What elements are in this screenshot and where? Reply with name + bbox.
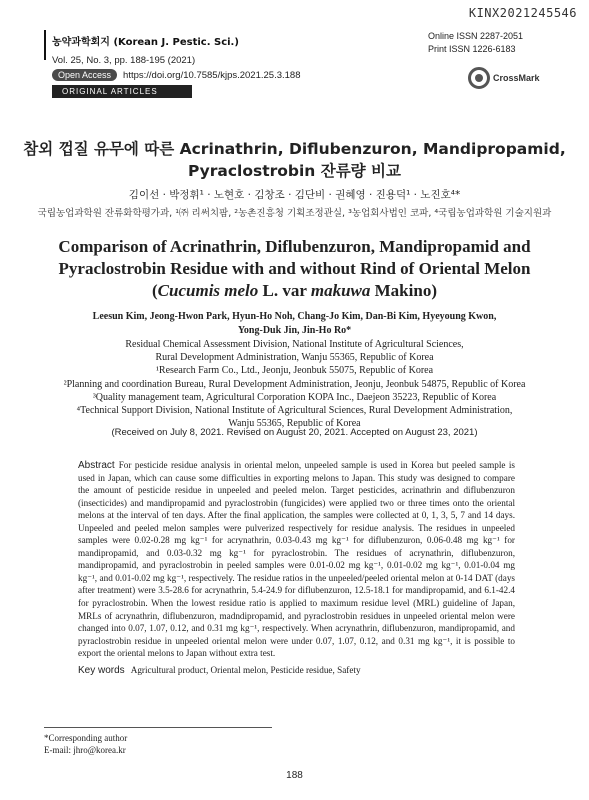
species-name: Cucumis melo xyxy=(157,281,259,300)
korean-affiliation: 국립농업과학원 잔류화학평가과, ¹㈜ 리써치팜, ²농촌진흥청 기획조정관실, ³농업회사법인 코파, ⁴국립농업과학원 기술지원과 xyxy=(37,208,552,219)
corresponding-author: *Corresponding author xyxy=(44,733,128,743)
keywords-label: Key words xyxy=(78,665,125,676)
issn-print: Print ISSN 1226-6183 xyxy=(428,44,516,54)
english-title-line2: Pyraclostrobin Residue with and without Rind of Oriental Melon xyxy=(58,259,531,278)
volume-line: Vol. 25, No. 3, pp. 188-195 (2021) xyxy=(52,55,196,66)
crossmark-icon xyxy=(468,67,490,89)
crossmark-label: CrossMark xyxy=(493,73,540,83)
document-id: KINX2021245546 xyxy=(468,6,577,20)
keywords xyxy=(78,665,515,676)
footnote xyxy=(44,732,127,756)
korean-title-line2: Pyraclostrobin 잔류량 비교 xyxy=(187,162,402,180)
affiliation-line: Wanju 55365, Republic of Korea xyxy=(228,418,361,430)
abstract-text: For pesticide residue analysis in oriental melon, unpeeled sample is used in Korea but peeled sample is used in Japan, which can cause some difficulties in exporting melons to Japan. This study was designed to compare the amount of pesticide residue in unpeeled and peeled melon. Target pesticides, acrinathrin and diflubenzuron (insecticides) and mandipropamid and pyraclostrobin (fungicides) were applied two or three times onto the oriental melons at the interval of ten days. After the final application, the samples were collected at 0, 1, 3, 5, 7 and 14 days. Unpeeled and peeled melon samples were pulverized respectively for residue analysis. The residues in unpeeled samples were 0.02-0.28 mg kg⁻¹ for acrynathrin, 0.03-0.43 mg kg⁻¹ for diflubenzuron, 0.06-0.48 mg kg⁻¹ for mandipropamid, and 0.03-0.32 mg kg⁻¹ for pyraclostrobin. The residues of acrynathrin, diflubenzuron, mandipropamid, and pyraclostrobin in peeled samples were 0.01-0.02 mg kg⁻¹, 0.01-0.02 mg kg⁻¹, 0.01-0.04 mg kg⁻¹, and 0.01-0.02 mg kg⁻¹, respectively. The residue ratios in the unpeeled/peeled oriental melon at 0-14 DAT (days after treatment) were 3.5-28.6 for acrynathrin, 5.4-24.9 for diflubenzuron, 12.5-18.1 for mandipropamid, and 6.1-42.4 for pyraclostrobin. When the lowest residue ratio is applied to maximum residue level (MRL) guideline of Japan, MRLs of acrynathrin, diflubenzuron, madndipropamid, and pyraclostrobin residues in unpeeled oriental melon were changed into 0.07, 1.07, 0.12, and 0.31 mg kg⁻¹, respectively. When acrynathrin, diflubenzuron, mandipropamid, and pyraclostrobin residue in unpeeled oriental melon were under 0.07, 1.07, 0.12, and 0.31 mg kg⁻¹, it is possible to export the oriental melons to Japan without extra test. xyxy=(78,460,515,659)
affiliation-line: Residual Chemical Assessment Division, National Institute of Agricultural Sciences, xyxy=(125,339,464,350)
korean-authors: 김이선 · 박정휘¹ · 노현호 · 김창조 · 김단비 · 권혜영 · 진용덕¹ · 노진호⁴* xyxy=(128,189,461,201)
abstract-label: Abstract xyxy=(78,460,115,471)
doi-row xyxy=(52,69,301,81)
english-authors-line1: Leesun Kim, Jeong-Hwon Park, Hyun-Ho Noh, Chang-Jo Kim, Dan-Bi Kim, Hyeyoung Kwon, xyxy=(92,311,497,322)
crossmark-badge[interactable] xyxy=(468,67,540,89)
footnote-rule xyxy=(44,727,272,728)
english-title-line3 xyxy=(20,280,569,302)
issn-block xyxy=(428,30,523,56)
doi-link[interactable]: https://doi.org/10.7585/kjps.2021.25.3.188 xyxy=(123,69,301,81)
affiliation-line: Rural Development Administration, Wanju 55365, Republic of Korea xyxy=(155,352,434,364)
abstract xyxy=(78,459,515,660)
affiliation-line: ¹Research Farm Co., Ltd., Jeonju, Jeonbuk 55075, Republic of Korea xyxy=(155,365,434,377)
affiliation-line: ²Planning and coordination Bureau, Rural Development Administration, Jeonju, Jeonbuk 54875, Republic of Korea xyxy=(63,378,526,390)
header-rule xyxy=(44,30,46,60)
korean-title-line1: 참외 껍질 유무에 따른 Acrinathrin, Diflubenzuron, Mandipropamid, xyxy=(23,140,566,158)
title-paren-open: ( xyxy=(152,281,158,300)
title-var: L. var xyxy=(258,281,311,300)
corresponding-email: E-mail: jhro@korea.kr xyxy=(44,745,126,755)
title-makino: Makino) xyxy=(370,281,437,300)
open-access-badge: Open Access xyxy=(52,69,117,81)
section-banner: ORIGINAL ARTICLES xyxy=(52,85,192,98)
english-affiliations xyxy=(10,338,579,430)
issn-online: Online ISSN 2287-2051 xyxy=(428,31,524,41)
english-title xyxy=(20,236,569,302)
keywords-text: Agricultural product, Oriental melon, Pesticide residue, Safety xyxy=(130,665,361,675)
variety-name: makuwa xyxy=(310,281,371,300)
received-dates: (Received on July 8, 2021. Revised on August 20, 2021. Accepted on August 23, 2021) xyxy=(111,427,478,438)
affiliation-line: ³Quality management team, Agricultural Corporation KOPA Inc., Daejeon 35223, Republic of Korea xyxy=(92,391,497,403)
english-title-line1: Comparison of Acrinathrin, Diflubenzuron, Mandipropamid and xyxy=(58,237,531,256)
english-authors xyxy=(40,310,549,338)
korean-title xyxy=(20,138,569,182)
page-number: 188 xyxy=(286,770,303,781)
english-authors-line2: Yong-Duk Jin, Jin-Ho Ro* xyxy=(237,325,352,336)
affiliation-line: ⁴Technical Support Division, National Institute of Agricultural Sciences, Rural Development Administration, xyxy=(76,405,513,417)
journal-title: 농약과학회지 (Korean J. Pestic. Sci.) xyxy=(52,37,239,48)
